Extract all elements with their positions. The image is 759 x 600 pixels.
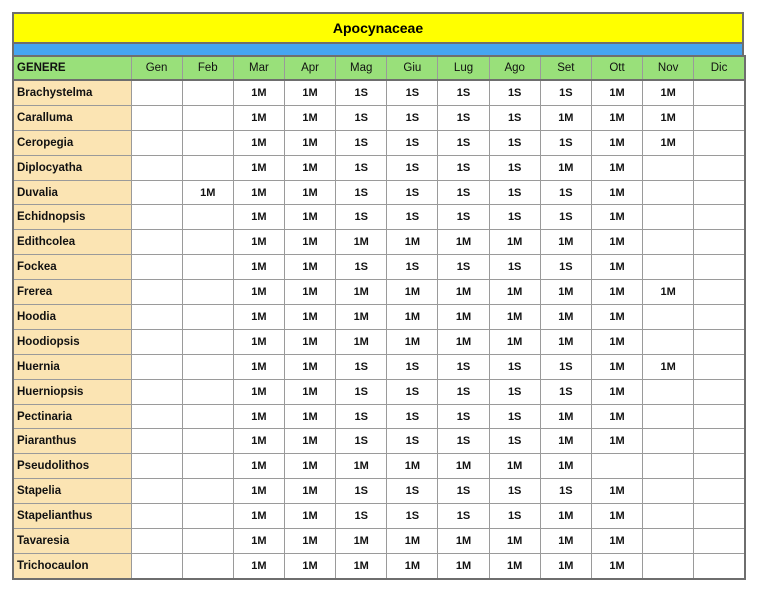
table-row	[13, 305, 745, 330]
value-cell: 1M	[233, 529, 284, 554]
value-cell: 1M	[540, 155, 591, 180]
value-cell: 1M	[233, 429, 284, 454]
value-cell: 1M	[591, 504, 642, 529]
value-cell: 1S	[540, 130, 591, 155]
genus-cell: Hoodia	[13, 305, 131, 330]
value-cell: 1M	[591, 180, 642, 205]
value-cell: 1S	[540, 255, 591, 280]
value-cell: 1M	[591, 553, 642, 578]
value-cell	[131, 429, 182, 454]
value-cell: 1M	[336, 454, 387, 479]
month-header-apr: Apr	[284, 56, 335, 80]
value-cell: 1M	[387, 280, 438, 305]
value-cell: 1M	[540, 230, 591, 255]
value-cell	[694, 230, 745, 255]
value-cell: 1M	[591, 280, 642, 305]
value-cell: 1S	[438, 429, 489, 454]
genus-cell: Echidnopsis	[13, 205, 131, 230]
value-cell	[182, 404, 233, 429]
value-cell	[182, 354, 233, 379]
value-cell: 1M	[336, 529, 387, 554]
table-row	[13, 130, 745, 155]
value-cell	[131, 280, 182, 305]
value-cell	[643, 230, 694, 255]
value-cell: 1S	[438, 105, 489, 130]
value-cell	[131, 479, 182, 504]
table-row	[13, 479, 745, 504]
value-cell: 1M	[540, 529, 591, 554]
table-row	[13, 504, 745, 529]
value-cell	[694, 504, 745, 529]
value-cell: 1M	[540, 553, 591, 578]
genus-cell: Ceropegia	[13, 130, 131, 155]
value-cell: 1M	[233, 504, 284, 529]
value-cell: 1M	[540, 504, 591, 529]
genus-cell: Pseudolithos	[13, 454, 131, 479]
value-cell: 1M	[233, 230, 284, 255]
value-cell: 1S	[336, 379, 387, 404]
genus-cell: Piaranthus	[13, 429, 131, 454]
value-cell	[131, 379, 182, 404]
title-divider-band	[12, 44, 744, 55]
value-cell: 1M	[489, 553, 540, 578]
value-cell	[131, 155, 182, 180]
table-row	[13, 155, 745, 180]
value-cell: 1M	[284, 305, 335, 330]
value-cell	[643, 329, 694, 354]
schedule-table	[12, 55, 746, 580]
value-cell: 1M	[233, 553, 284, 578]
value-cell: 1S	[489, 255, 540, 280]
genus-column-header: GENERE	[13, 56, 131, 80]
table-row	[13, 180, 745, 205]
value-cell: 1S	[489, 205, 540, 230]
value-cell: 1M	[387, 230, 438, 255]
value-cell: 1M	[643, 354, 694, 379]
month-header-nov: Nov	[643, 56, 694, 80]
value-cell: 1M	[387, 329, 438, 354]
value-cell	[694, 553, 745, 578]
table-row	[13, 205, 745, 230]
value-cell	[694, 529, 745, 554]
value-cell: 1M	[591, 404, 642, 429]
value-cell: 1M	[438, 454, 489, 479]
table-row	[13, 105, 745, 130]
value-cell: 1S	[438, 404, 489, 429]
value-cell: 1S	[540, 205, 591, 230]
value-cell: 1M	[233, 80, 284, 105]
value-cell	[643, 479, 694, 504]
value-cell	[182, 379, 233, 404]
value-cell: 1S	[489, 354, 540, 379]
value-cell: 1S	[438, 205, 489, 230]
value-cell: 1S	[489, 504, 540, 529]
value-cell: 1M	[387, 305, 438, 330]
table-body	[13, 80, 745, 579]
month-header-ago: Ago	[489, 56, 540, 80]
value-cell	[694, 105, 745, 130]
value-cell	[643, 504, 694, 529]
value-cell: 1S	[438, 255, 489, 280]
value-cell: 1M	[233, 205, 284, 230]
value-cell: 1S	[489, 479, 540, 504]
value-cell: 1M	[591, 130, 642, 155]
value-cell: 1S	[489, 379, 540, 404]
value-cell: 1M	[387, 529, 438, 554]
month-header-giu: Giu	[387, 56, 438, 80]
value-cell: 1M	[438, 230, 489, 255]
genus-cell: Frerea	[13, 280, 131, 305]
value-cell	[182, 205, 233, 230]
value-cell: 1M	[233, 130, 284, 155]
value-cell: 1M	[489, 280, 540, 305]
value-cell: 1M	[284, 255, 335, 280]
value-cell	[131, 404, 182, 429]
value-cell: 1S	[387, 155, 438, 180]
value-cell	[643, 404, 694, 429]
genus-cell: Trichocaulon	[13, 553, 131, 578]
value-cell: 1S	[336, 80, 387, 105]
value-cell	[182, 130, 233, 155]
value-cell: 1M	[438, 280, 489, 305]
value-cell: 1M	[591, 205, 642, 230]
genus-cell: Fockea	[13, 255, 131, 280]
value-cell: 1S	[387, 504, 438, 529]
value-cell	[694, 305, 745, 330]
table-row	[13, 429, 745, 454]
value-cell: 1M	[387, 454, 438, 479]
table-row	[13, 280, 745, 305]
value-cell: 1M	[284, 479, 335, 504]
value-cell	[694, 205, 745, 230]
value-cell: 1S	[489, 105, 540, 130]
value-cell: 1M	[336, 280, 387, 305]
value-cell: 1M	[284, 155, 335, 180]
value-cell: 1M	[284, 205, 335, 230]
value-cell	[182, 280, 233, 305]
value-cell: 1M	[489, 230, 540, 255]
value-cell: 1M	[233, 379, 284, 404]
value-cell	[182, 80, 233, 105]
value-cell	[131, 230, 182, 255]
value-cell: 1M	[284, 130, 335, 155]
value-cell: 1S	[489, 80, 540, 105]
table-row	[13, 404, 745, 429]
value-cell: 1S	[438, 180, 489, 205]
value-cell: 1M	[284, 379, 335, 404]
genus-cell: Caralluma	[13, 105, 131, 130]
value-cell	[643, 205, 694, 230]
value-cell: 1S	[438, 379, 489, 404]
month-header-mag: Mag	[336, 56, 387, 80]
month-header-ott: Ott	[591, 56, 642, 80]
value-cell	[694, 155, 745, 180]
value-cell	[131, 80, 182, 105]
value-cell: 1S	[336, 180, 387, 205]
value-cell	[694, 429, 745, 454]
value-cell: 1M	[233, 155, 284, 180]
value-cell	[131, 553, 182, 578]
genus-cell: Stapelianthus	[13, 504, 131, 529]
value-cell: 1M	[591, 354, 642, 379]
value-cell: 1S	[438, 354, 489, 379]
value-cell: 1M	[489, 529, 540, 554]
value-cell	[182, 479, 233, 504]
value-cell	[694, 255, 745, 280]
value-cell	[131, 180, 182, 205]
value-cell: 1S	[540, 180, 591, 205]
genus-cell: Edithcolea	[13, 230, 131, 255]
value-cell: 1M	[336, 230, 387, 255]
value-cell: 1M	[284, 105, 335, 130]
month-header-set: Set	[540, 56, 591, 80]
value-cell: 1M	[182, 180, 233, 205]
value-cell: 1S	[387, 130, 438, 155]
value-cell: 1M	[438, 529, 489, 554]
value-cell: 1M	[284, 404, 335, 429]
value-cell: 1M	[591, 105, 642, 130]
value-cell: 1M	[233, 180, 284, 205]
header-row	[13, 56, 745, 80]
month-header-mar: Mar	[233, 56, 284, 80]
value-cell: 1M	[540, 404, 591, 429]
value-cell: 1M	[233, 280, 284, 305]
value-cell: 1M	[284, 280, 335, 305]
value-cell: 1S	[438, 130, 489, 155]
value-cell: 1M	[233, 305, 284, 330]
value-cell: 1S	[387, 404, 438, 429]
value-cell	[131, 504, 182, 529]
value-cell: 1M	[591, 329, 642, 354]
table-row	[13, 230, 745, 255]
value-cell: 1S	[336, 155, 387, 180]
value-cell	[131, 130, 182, 155]
value-cell	[131, 255, 182, 280]
value-cell	[694, 180, 745, 205]
value-cell	[182, 255, 233, 280]
table-row	[13, 529, 745, 554]
table-row	[13, 329, 745, 354]
value-cell	[694, 379, 745, 404]
value-cell: 1M	[233, 105, 284, 130]
value-cell: 1S	[336, 105, 387, 130]
value-cell	[694, 404, 745, 429]
value-cell: 1M	[438, 553, 489, 578]
value-cell: 1M	[591, 230, 642, 255]
value-cell: 1M	[336, 305, 387, 330]
value-cell	[182, 454, 233, 479]
value-cell	[182, 504, 233, 529]
value-cell: 1M	[591, 155, 642, 180]
value-cell: 1M	[233, 404, 284, 429]
table-row	[13, 553, 745, 578]
table-title: Apocynaceae	[12, 12, 744, 44]
value-cell: 1S	[387, 479, 438, 504]
value-cell: 1S	[387, 205, 438, 230]
genus-cell: Duvalia	[13, 180, 131, 205]
value-cell: 1M	[591, 429, 642, 454]
value-cell: 1S	[387, 105, 438, 130]
value-cell: 1M	[284, 230, 335, 255]
value-cell: 1M	[643, 105, 694, 130]
value-cell: 1S	[336, 479, 387, 504]
value-cell: 1M	[284, 329, 335, 354]
value-cell	[694, 280, 745, 305]
value-cell: 1S	[489, 404, 540, 429]
value-cell: 1M	[540, 305, 591, 330]
value-cell	[643, 155, 694, 180]
value-cell: 1M	[591, 529, 642, 554]
value-cell: 1M	[284, 354, 335, 379]
value-cell: 1S	[387, 429, 438, 454]
genus-cell: Stapelia	[13, 479, 131, 504]
value-cell: 1M	[233, 454, 284, 479]
value-cell: 1M	[591, 255, 642, 280]
value-cell: 1M	[284, 180, 335, 205]
value-cell: 1S	[387, 180, 438, 205]
value-cell	[131, 205, 182, 230]
month-header-gen: Gen	[131, 56, 182, 80]
value-cell	[131, 529, 182, 554]
value-cell	[643, 429, 694, 454]
value-cell: 1S	[540, 479, 591, 504]
value-cell: 1M	[284, 504, 335, 529]
value-cell	[131, 329, 182, 354]
value-cell: 1S	[438, 80, 489, 105]
genus-cell: Hoodiopsis	[13, 329, 131, 354]
value-cell: 1M	[438, 305, 489, 330]
value-cell	[694, 479, 745, 504]
value-cell: 1S	[387, 80, 438, 105]
value-cell: 1S	[438, 479, 489, 504]
value-cell	[182, 429, 233, 454]
value-cell: 1M	[591, 479, 642, 504]
table-row	[13, 454, 745, 479]
month-header-dic: Dic	[694, 56, 745, 80]
value-cell	[591, 454, 642, 479]
value-cell	[643, 180, 694, 205]
value-cell: 1S	[336, 504, 387, 529]
genus-cell: Tavaresia	[13, 529, 131, 554]
value-cell: 1M	[336, 329, 387, 354]
value-cell	[643, 454, 694, 479]
month-header-feb: Feb	[182, 56, 233, 80]
value-cell: 1M	[540, 280, 591, 305]
genus-cell: Brachystelma	[13, 80, 131, 105]
genus-cell: Pectinaria	[13, 404, 131, 429]
value-cell: 1S	[489, 180, 540, 205]
value-cell: 1S	[336, 205, 387, 230]
value-cell: 1M	[540, 454, 591, 479]
value-cell: 1S	[438, 155, 489, 180]
value-cell: 1S	[489, 155, 540, 180]
value-cell: 1M	[387, 553, 438, 578]
value-cell	[182, 230, 233, 255]
value-cell	[131, 454, 182, 479]
value-cell	[182, 155, 233, 180]
value-cell: 1S	[336, 130, 387, 155]
spreadsheet	[12, 12, 744, 580]
value-cell: 1M	[233, 329, 284, 354]
value-cell	[694, 354, 745, 379]
value-cell: 1M	[591, 80, 642, 105]
value-cell	[131, 354, 182, 379]
value-cell: 1M	[540, 329, 591, 354]
value-cell: 1M	[284, 429, 335, 454]
value-cell: 1S	[438, 504, 489, 529]
value-cell	[643, 255, 694, 280]
table-row	[13, 354, 745, 379]
value-cell: 1M	[233, 479, 284, 504]
value-cell: 1M	[591, 379, 642, 404]
value-cell: 1M	[489, 305, 540, 330]
value-cell: 1M	[540, 105, 591, 130]
value-cell: 1M	[284, 80, 335, 105]
value-cell: 1S	[540, 80, 591, 105]
value-cell: 1M	[336, 553, 387, 578]
value-cell: 1M	[489, 329, 540, 354]
value-cell	[643, 529, 694, 554]
value-cell: 1S	[489, 429, 540, 454]
genus-cell: Huerniopsis	[13, 379, 131, 404]
value-cell: 1S	[489, 130, 540, 155]
value-cell: 1M	[643, 280, 694, 305]
value-cell: 1M	[233, 255, 284, 280]
table-row	[13, 379, 745, 404]
table-row	[13, 255, 745, 280]
value-cell	[694, 130, 745, 155]
value-cell: 1M	[284, 529, 335, 554]
value-cell	[182, 529, 233, 554]
month-header-lug: Lug	[438, 56, 489, 80]
value-cell: 1S	[387, 379, 438, 404]
value-cell	[643, 305, 694, 330]
value-cell: 1M	[284, 454, 335, 479]
value-cell	[694, 80, 745, 105]
value-cell: 1M	[233, 354, 284, 379]
value-cell: 1M	[643, 130, 694, 155]
value-cell: 1M	[489, 454, 540, 479]
value-cell	[694, 329, 745, 354]
genus-cell: Huernia	[13, 354, 131, 379]
value-cell: 1M	[438, 329, 489, 354]
value-cell	[182, 305, 233, 330]
value-cell: 1M	[591, 305, 642, 330]
value-cell	[643, 379, 694, 404]
value-cell	[182, 329, 233, 354]
value-cell	[182, 553, 233, 578]
value-cell: 1S	[336, 429, 387, 454]
value-cell: 1S	[540, 379, 591, 404]
value-cell	[131, 305, 182, 330]
value-cell	[643, 553, 694, 578]
value-cell: 1M	[540, 429, 591, 454]
value-cell: 1S	[387, 354, 438, 379]
value-cell: 1S	[336, 404, 387, 429]
value-cell: 1S	[336, 354, 387, 379]
table-row	[13, 80, 745, 105]
genus-cell: Diplocyatha	[13, 155, 131, 180]
value-cell: 1S	[540, 354, 591, 379]
value-cell	[131, 105, 182, 130]
value-cell: 1M	[643, 80, 694, 105]
value-cell	[182, 105, 233, 130]
value-cell	[694, 454, 745, 479]
value-cell: 1S	[336, 255, 387, 280]
value-cell: 1S	[387, 255, 438, 280]
value-cell: 1M	[284, 553, 335, 578]
